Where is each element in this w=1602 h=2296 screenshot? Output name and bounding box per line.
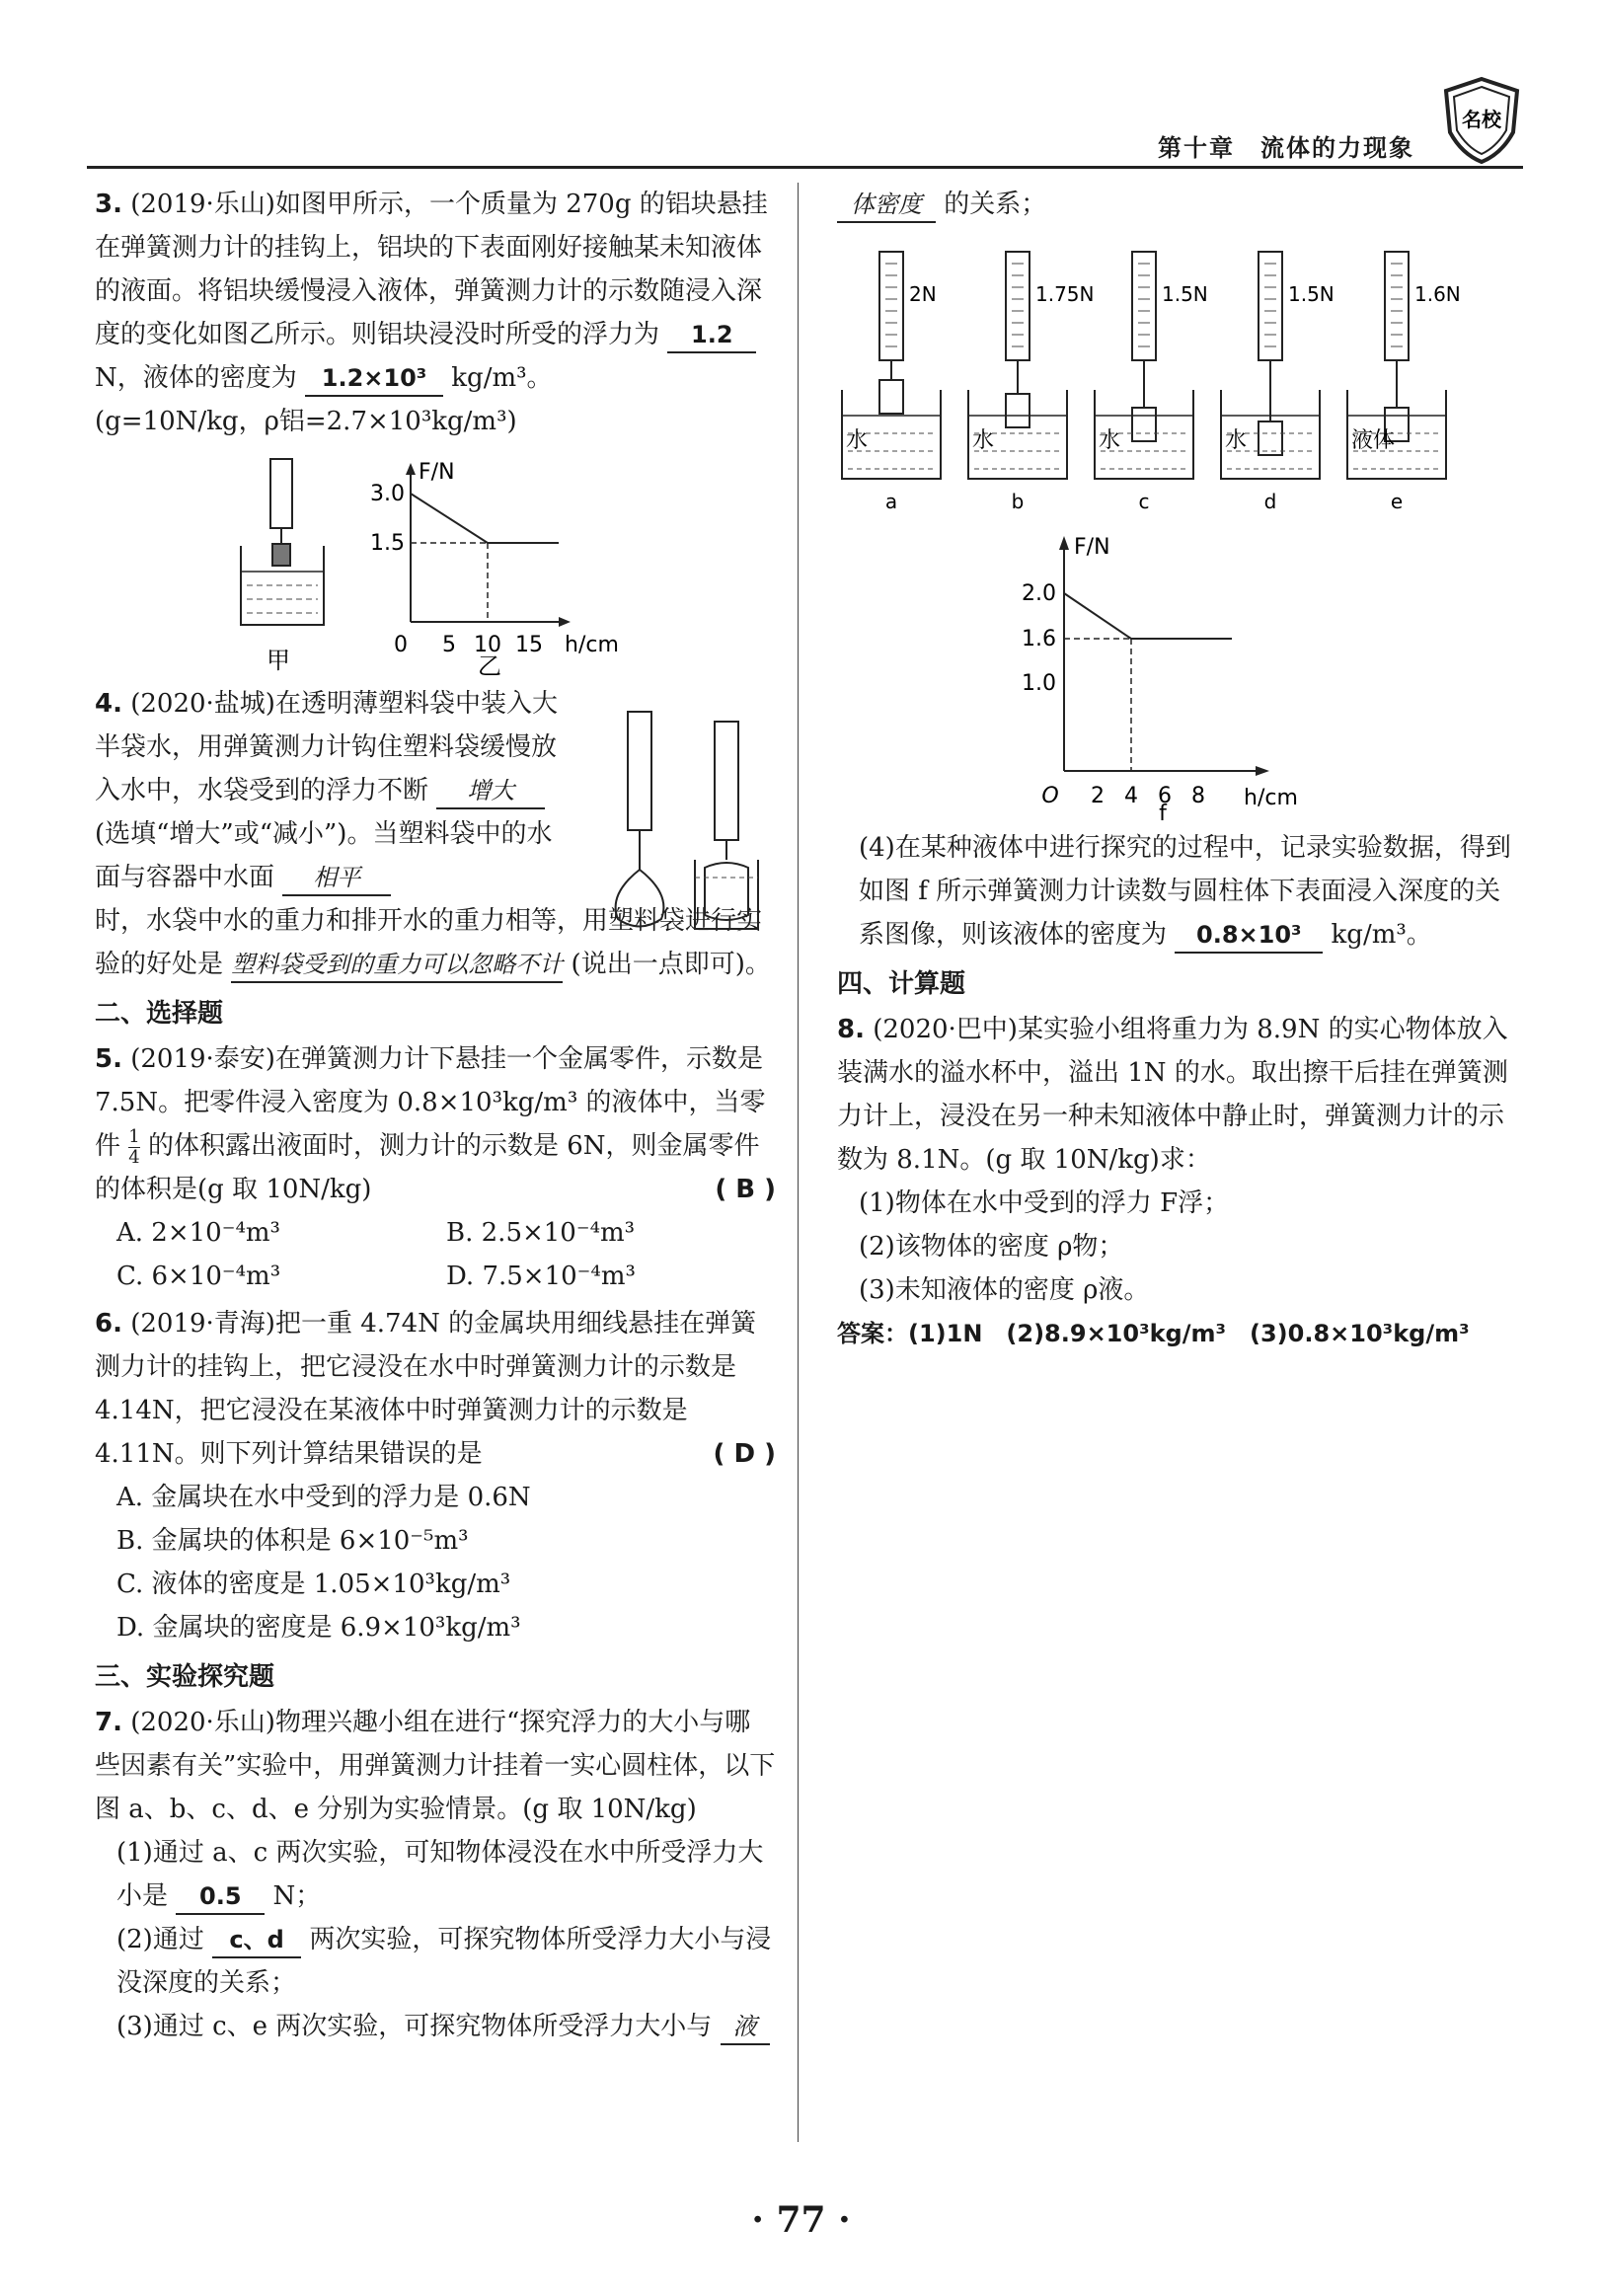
q5-frac-top: 1 <box>128 1125 140 1147</box>
q5-option-b: B. 2.5×10⁻⁴m³ <box>446 1218 636 1248</box>
q7-part1-unit: N； <box>272 1881 322 1911</box>
spring-scale <box>1385 252 1409 360</box>
q7-fig-f-label: f <box>1159 802 1167 820</box>
q4-answer-1: 增大 <box>436 774 545 809</box>
q6-text: (2019·青海)把一重 4.74N 的金属块用细线悬挂在弹簧测力计的挂钩上，把它浸没在水中时弹簧测力计的示数是 4.14N，把它浸没在某液体中时弹簧测力计的示数是 4.11N。则下列计算结果错误的是 <box>95 1309 757 1469</box>
q4-bag-figure <box>588 682 766 939</box>
setup-d <box>1221 252 1335 513</box>
q5-answer: ( B ) <box>715 1175 776 1204</box>
q5-text-2: 的体积露出液面时，测力计的示数是 6N，则金属零件的体积是(g 取 10N/kg) <box>95 1131 760 1204</box>
q8-sub-3: (3)未知液体的密度 ρ液。 <box>859 1275 1150 1305</box>
setup-label: c <box>1138 490 1150 513</box>
column-divider <box>798 183 799 2142</box>
setup-label: d <box>1263 490 1277 513</box>
q7-y-tick: 1.0 <box>1022 671 1056 696</box>
spring-scale <box>879 252 903 360</box>
q4-text-4: (说出一点即可)。 <box>571 950 771 979</box>
q7-experiment-setups <box>837 232 1518 518</box>
q5-option-c: C. 6×10⁻⁴m³ <box>116 1262 281 1291</box>
q7-x-tick: 4 <box>1124 784 1138 808</box>
q8-answer: 答案：(1)1N (2)8.9×10³kg/m³ (3)0.8×10³kg/m³ <box>837 1320 1470 1347</box>
spring-scale <box>1006 252 1030 360</box>
chapter-title: 第十章 流体的力现象 <box>1158 134 1414 162</box>
setup-a <box>842 252 941 513</box>
q8-sub-2: (2)该物体的密度 ρ物； <box>859 1232 1124 1262</box>
liquid-label: 水 <box>846 428 869 453</box>
q6-option-c: C. 液体的密度是 1.05×10³kg/m³ <box>116 1569 511 1599</box>
q6-answer: ( D ) <box>713 1439 776 1469</box>
question-3 <box>95 183 776 676</box>
q7-part2-text: (2)通过 <box>116 1925 204 1954</box>
q7-part2-text-2: 两次实验，可探究物体所受浮力大小与浸没深度的关系； <box>116 1925 772 1998</box>
q6-option-d: D. 金属块的密度是 6.9×10³kg/m³ <box>116 1613 521 1643</box>
setup-label: e <box>1390 490 1404 513</box>
scale-reading: 1.5N <box>1288 282 1335 306</box>
page-number: · 77 · <box>751 2199 851 2241</box>
section-choice-title: 二、选择题 <box>95 999 224 1029</box>
q7-part2-answer: c、d <box>212 1923 301 1958</box>
setup-e <box>1347 252 1461 513</box>
q7-part4-answer: 0.8×10³ <box>1175 918 1323 954</box>
left-column <box>95 183 776 2052</box>
scale-reading: 2N <box>909 282 937 306</box>
q3-x-tick: 15 <box>515 633 543 657</box>
section-experiment-title: 三、实验探究题 <box>95 1662 275 1692</box>
question-6 <box>95 1302 776 1649</box>
q3-y-tick: 1.5 <box>370 531 405 556</box>
scale-reading: 1.5N <box>1162 282 1208 306</box>
cylinder <box>879 380 903 414</box>
spring-scale <box>1132 252 1156 360</box>
q3-number: 3. <box>95 190 122 219</box>
question-5 <box>95 1037 776 1298</box>
q3-fig-a-label: 甲 <box>267 647 290 674</box>
q3-answer-2: 1.2×10³ <box>305 361 443 397</box>
q3-figures <box>95 449 776 676</box>
q4-answer-3: 塑料袋受到的重力可以忽略不计 <box>231 948 563 983</box>
liquid-label: 液体 <box>1351 428 1396 453</box>
setup-c <box>1095 252 1208 513</box>
liquid-label: 水 <box>1099 428 1121 453</box>
q5-text: (2019·泰安)在弹簧测力计下悬挂一个金属零件，示数是 7.5N。把零件浸入密度为 0.8×10³kg/m³ 的液体中，当零件 <box>95 1044 766 1161</box>
q3-text: (2019·乐山)如图甲所示，一个质量为 270g 的铝块悬挂在弹簧测力计的挂钩上，铝块的下表面刚好接触某未知液体的液面。将铝块缓慢浸入液体，弹簧测力计的示数随浸入深度的变化如图乙所示。则铝块浸没时所受的浮力为 <box>95 190 768 349</box>
q7-x-tick: 2 <box>1091 784 1105 808</box>
scale-reading: 1.6N <box>1414 282 1461 306</box>
q7-part3-text: (3)通过 c、e 两次实验，可探究物体所受浮力大小与 <box>116 2012 713 2041</box>
setup-label: a <box>884 490 898 513</box>
q3-x-tick: 0 <box>394 633 408 657</box>
q8-number: 8. <box>837 1015 865 1044</box>
q6-option-a: A. 金属块在水中受到的浮力是 0.6N <box>116 1483 531 1512</box>
q5-option-d: D. 7.5×10⁻⁴m³ <box>446 1262 636 1291</box>
setup-b <box>968 252 1095 513</box>
question-8 <box>837 1008 1518 1355</box>
q3-force-depth-chart <box>370 460 619 676</box>
q3-text-mid: N，液体的密度为 <box>95 363 297 393</box>
q3-fig-b-label: 乙 <box>478 652 501 676</box>
q3-x-tick: 5 <box>442 633 456 657</box>
q7-text: (2020·乐山)物理兴趣小组在进行“探究浮力的大小与哪些因素有关”实验中，用弹簧测力计挂着一实心圆柱体，以下图 a、b、c、d、e 分别为实验情景。(g 取 10N/kg) <box>95 1708 776 1824</box>
q7-part3-answer-start: 液 <box>721 2010 770 2045</box>
q7-chart-y-label: F/N <box>1074 535 1110 560</box>
q7-chart-x-label: h/cm <box>1244 786 1298 810</box>
q8-text: (2020·巴中)某实验小组将重力为 8.9N 的实心物体放入装满水的溢水杯中，溢出 1N 的水。取出擦干后挂在弹簧测力计上，浸没在另一种未知液体中静止时，弹簧测力计的示数为 8.1N。(g 取 10N/kg)求： <box>837 1015 1508 1175</box>
q3-given: (g=10N/kg，ρ铝=2.7×10³kg/m³) <box>95 407 517 436</box>
liquid-label: 水 <box>972 428 995 453</box>
setup-label: b <box>1011 490 1025 513</box>
question-7 <box>95 1701 776 2048</box>
cylinder <box>1006 394 1030 427</box>
q5-fraction <box>128 1127 139 1168</box>
shield-logo-icon <box>1440 75 1523 166</box>
q3-chart-x-label: h/cm <box>565 633 619 657</box>
q3-y-tick: 3.0 <box>370 482 405 506</box>
q7-part4-unit: kg/m³。 <box>1331 920 1432 950</box>
q7-y-tick: 2.0 <box>1022 581 1056 606</box>
q6-option-b: B. 金属块的体积是 6×10⁻⁵m³ <box>116 1526 469 1556</box>
q5-frac-bottom: 4 <box>128 1146 140 1168</box>
q3-unit: kg/m³。 <box>451 363 553 393</box>
q6-number: 6. <box>95 1309 122 1339</box>
scale-reading: 1.75N <box>1035 282 1095 306</box>
q3-x-tick: 10 <box>474 633 501 657</box>
q7-y-tick: 1.6 <box>1022 627 1056 651</box>
q3-apparatus-figure <box>241 459 324 674</box>
right-column <box>837 183 1518 1359</box>
q4-text-3: 时，水袋中水的重力和排开水的重力相等，用塑料袋进行实验的好处是 <box>95 906 763 979</box>
q7-x-tick: O <box>1041 784 1059 808</box>
section-calculation-title: 四、计算题 <box>837 969 966 999</box>
q4-text-1: (2020·盐城)在透明薄塑料袋中装入大半袋水，用弹簧测力计钩住塑料袋缓慢放入水中，水袋受到的浮力不断 <box>95 689 558 805</box>
q5-option-a: A. 2×10⁻⁴m³ <box>116 1218 280 1248</box>
q7-part1-text: (1)通过 a、c 两次实验，可知物体浸没在水中所受浮力大小是 <box>116 1838 764 1911</box>
cylinder <box>1259 421 1282 455</box>
q4-answer-2: 相平 <box>282 861 391 896</box>
q8-sub-1: (1)物体在水中受到的浮力 F浮； <box>859 1188 1230 1218</box>
q5-number: 5. <box>95 1044 122 1074</box>
cylinder <box>1132 408 1156 441</box>
q7-part3-text-2: 的关系； <box>944 190 1047 219</box>
logo-text: 名校 <box>1462 108 1501 131</box>
q7-number: 7. <box>95 1708 122 1737</box>
q7-part4-text: (4)在某种液体中进行探究的过程中，记录实验数据，得到如图 f 所示弹簧测力计读数与圆柱体下表面浸入深度的关系图像，则该液体的密度为 <box>859 833 1511 950</box>
q7-part1-answer: 0.5 <box>176 1879 265 1915</box>
q3-chart-y-label: F/N <box>419 460 455 485</box>
spring-scale <box>1259 252 1282 360</box>
q3-answer-1: 1.2 <box>667 318 756 353</box>
q7-part3-answer-end: 体密度 <box>837 188 936 223</box>
q7-force-depth-chart <box>837 524 1518 820</box>
page-header <box>87 108 1523 169</box>
q7-x-tick: 8 <box>1191 784 1205 808</box>
q5-options <box>95 1211 776 1298</box>
q4-text-2: (选填“增大”或“减小”)。当塑料袋中的水面与容器中水面 <box>95 819 553 892</box>
q7-x-tick: 6 <box>1158 784 1172 808</box>
question-4 <box>95 682 776 986</box>
q4-number: 4. <box>95 689 122 719</box>
liquid-label: 水 <box>1225 428 1248 453</box>
